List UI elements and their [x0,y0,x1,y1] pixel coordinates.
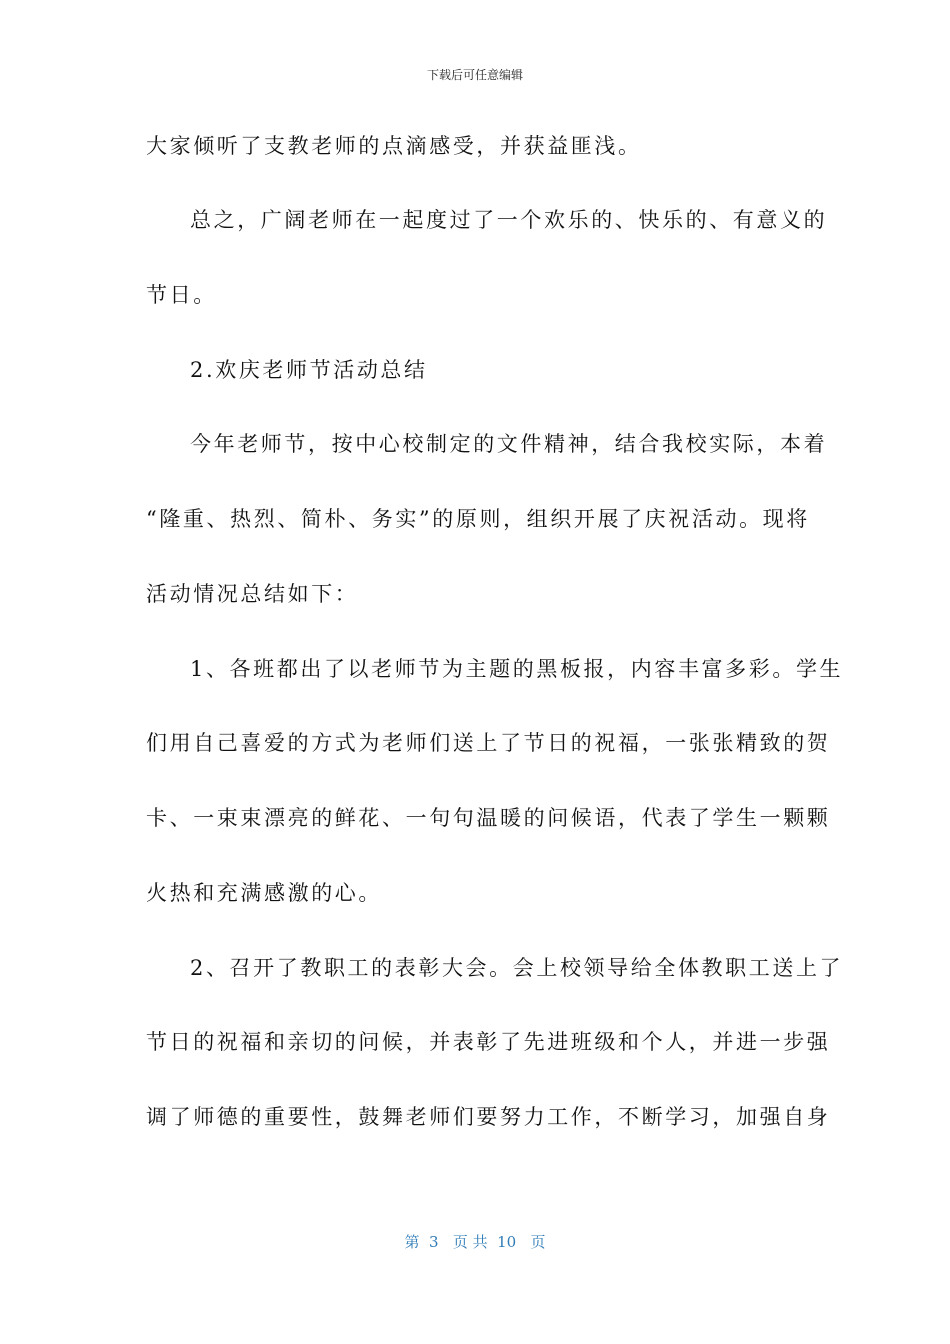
body-line: 2、召开了教职工的表彰大会。会上校领导给全体教职工送上了 [190,956,844,980]
body-line: 节日。 [146,283,217,307]
body-line: 今年老师节，按中心校制定的文件精神，结合我校实际，本着 [190,432,828,456]
body-line: 火热和充满感激的心。 [146,881,382,905]
body-line: 卡、一束束漂亮的鲜花、一句句温暖的问候语，代表了学生一颗颗 [146,806,831,830]
body-line: 活动情况总结如下： [146,582,359,606]
body-line: 大家倾听了支教老师的点滴感受，并获益匪浅。 [146,134,642,158]
body-line: 1、各班都出了以老师节为主题的黑板报，内容丰富多彩。学生 [190,657,844,681]
body-line: 们用自己喜爱的方式为老师们送上了节日的祝福，一张张精致的贺 [146,731,831,755]
page-header: 下载后可任意编辑 [426,68,523,82]
body-line: 总之，广阔老师在一起度过了一个欢乐的、快乐的、有意义的 [190,208,828,232]
section-heading: 2.欢庆老师节活动总结 [190,358,428,382]
body-line: “隆重、热烈、简朴、务实”的原则，组织开展了庆祝活动。现将 [146,507,810,531]
body-line: 调了师德的重要性，鼓舞老师们要努力工作，不断学习，加强自身 [146,1105,831,1129]
page-footer: 第 3 页 共 10 页 [404,1233,546,1251]
body-line: 节日的祝福和亲切的问候，并表彰了先进班级和个人，并进一步强 [146,1030,831,1054]
